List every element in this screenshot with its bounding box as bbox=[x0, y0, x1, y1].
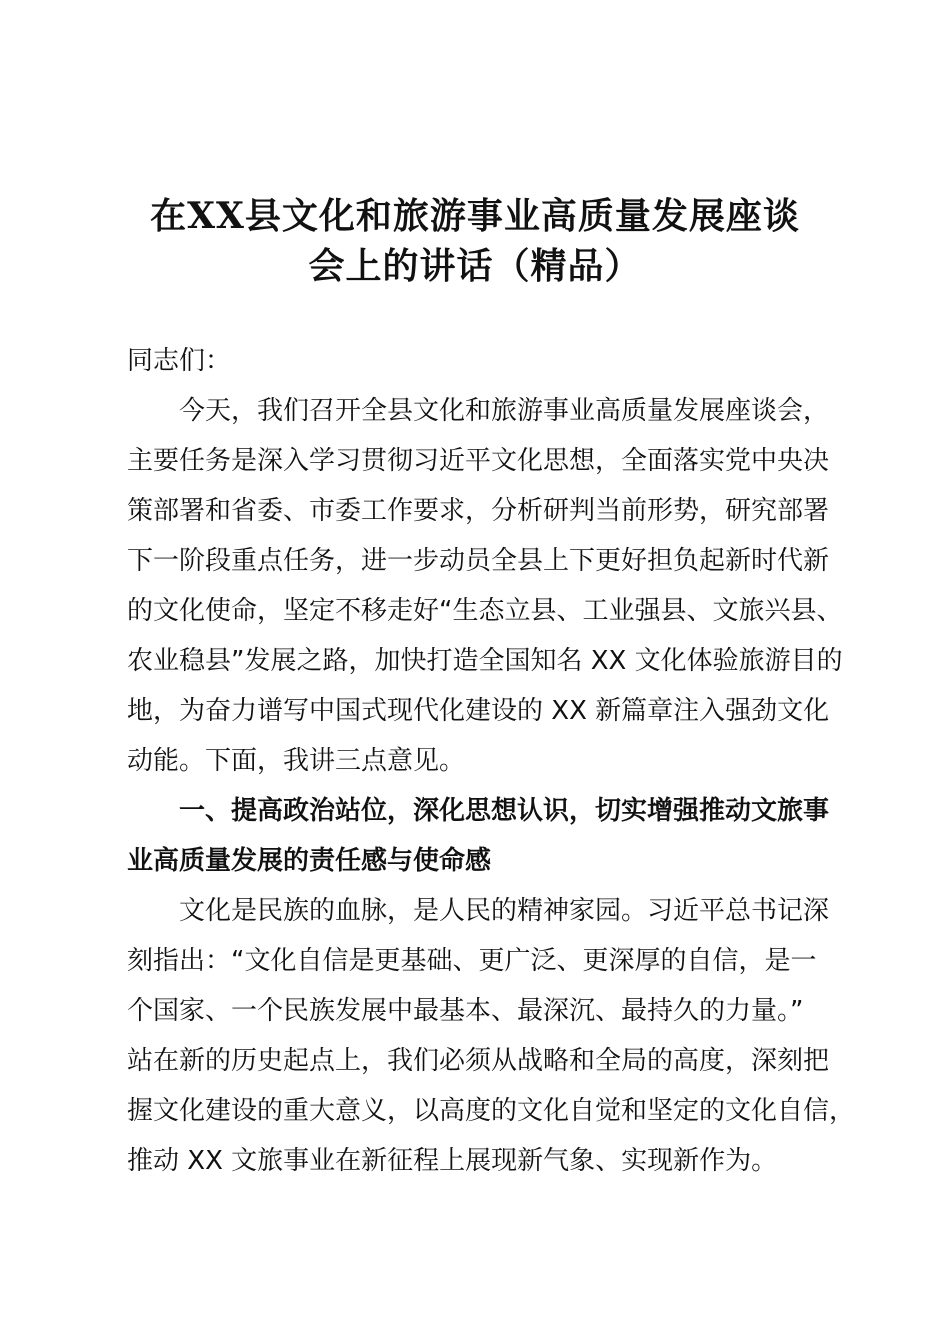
paragraph-2-line: 刻指出：“文化自信是更基础、更广泛、更深厚的自信，是一 bbox=[127, 946, 817, 976]
paragraph-2-line: 推动 XX 文旅事业在新征程上展现新气象、实现新作为。 bbox=[127, 1146, 778, 1176]
paragraph-1-line: 今天，我们召开全县文化和旅游事业高质量发展座谈会， bbox=[179, 396, 830, 426]
paragraph-2-line: 个国家、一个民族发展中最基本、最深沉、最持久的力量。” bbox=[127, 996, 804, 1026]
paragraph-2-line: 文化是民族的血脉，是人民的精神家园。习近平总书记深 bbox=[179, 896, 830, 926]
section-heading-1-line: 业高质量发展的责任感与使命感 bbox=[127, 846, 492, 876]
paragraph-1-line: 农业稳县”发展之路，加快打造全国知名 XX 文化体验旅游目的 bbox=[127, 646, 843, 676]
salutation: 同志们： bbox=[127, 346, 232, 376]
paragraph-2-line: 握文化建设的重大意义，以高度的文化自觉和坚定的文化自信， bbox=[127, 1096, 856, 1126]
paragraph-2-line: 站在新的历史起点上，我们必须从战略和全局的高度，深刻把 bbox=[127, 1046, 830, 1076]
section-heading-1-line: 一、提高政治站位，深化思想认识，切实增强推动文旅事 bbox=[179, 796, 830, 826]
paragraph-1-line: 下一阶段重点任务，进一步动员全县上下更好担负起新时代新 bbox=[127, 546, 830, 576]
paragraph-1-line: 动能。下面，我讲三点意见。 bbox=[127, 746, 466, 776]
document-title-line-1: 在XX县文化和旅游事业高质量发展座谈 bbox=[150, 195, 800, 237]
paragraph-1-line: 策部署和省委、市委工作要求，分析研判当前形势，研究部署 bbox=[127, 496, 830, 526]
document-title-line-2: 会上的讲话（精品） bbox=[308, 245, 642, 287]
paragraph-1-line: 的文化使命，坚定不移走好“生态立县、工业强县、文旅兴县、 bbox=[127, 596, 843, 626]
paragraph-1-line: 地，为奋力谱写中国式现代化建设的 XX 新篇章注入强劲文化 bbox=[127, 696, 830, 726]
paragraph-1-line: 主要任务是深入学习贯彻习近平文化思想，全面落实党中央决 bbox=[127, 446, 830, 476]
